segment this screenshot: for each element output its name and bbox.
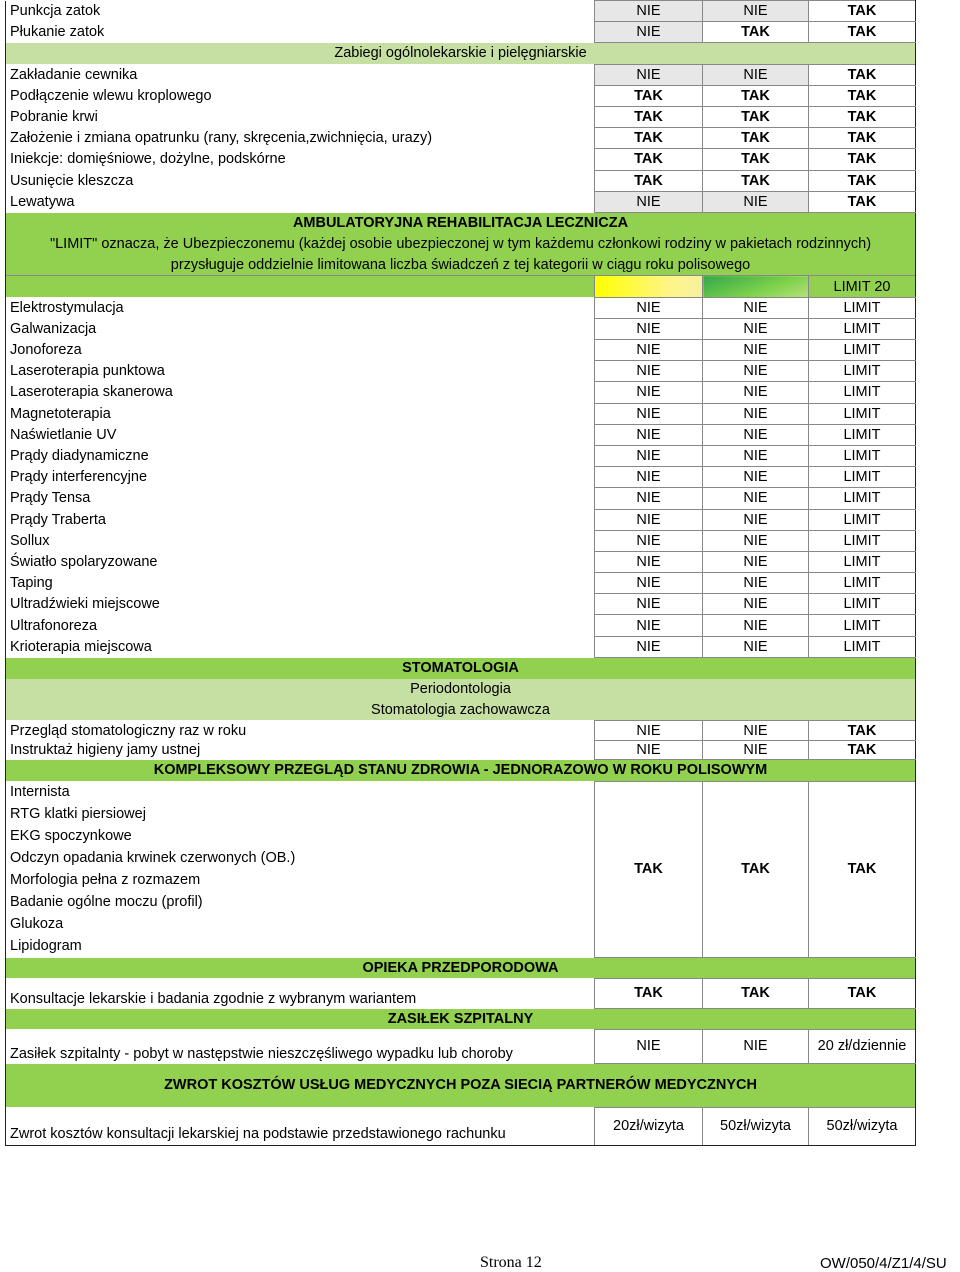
row-label: Galwanizacja [6,318,595,339]
value-cell-3: LIMIT [809,382,916,403]
value-cell-3: TAK [809,149,916,170]
value-cell-3: LIMIT [809,509,916,530]
section-general-row [6,43,916,64]
section-stoma-sub2-row [6,700,916,721]
value-cell-1: NIE [595,488,703,509]
section-hospital-title-row [6,1008,916,1029]
value-cell-1: TAK [595,106,703,127]
value-cell-1: NIE [595,636,703,657]
row-label: Laseroterapia punktowa [6,361,595,382]
section-refund-title-row [6,1063,916,1107]
value-cell-3: LIMIT [809,573,916,594]
section-general: Zabiegi ogólnolekarskie i pielęgniarskie [6,43,916,64]
checkup-value-2: TAK [703,781,809,957]
checkup-item: RTG klatki piersiowej [6,803,595,825]
checkup-item-row [6,781,916,803]
value-cell-3: TAK [809,22,916,43]
row-label: Prądy Tensa [6,488,595,509]
value-cell-3: TAK [809,106,916,127]
checkup-value-3: TAK [809,781,916,957]
value-cell-2: NIE [703,1,809,22]
value-cell-2: NIE [703,530,809,551]
table-row [6,740,916,760]
value-cell-1: NIE [595,721,703,741]
value-cell-3: LIMIT [809,403,916,424]
table-row [6,106,916,127]
section-checkup-title: KOMPLEKSOWY PRZEGLĄD STANU ZDROWIA - JEDNORAZOWO W ROKU POLISOWYM [6,760,916,781]
value-cell-3: TAK [809,85,916,106]
value-cell-1: NIE [595,1029,703,1063]
value-cell-1: NIE [595,573,703,594]
table-row [6,297,916,318]
limit-header-row [6,276,916,297]
value-cell-1: TAK [595,170,703,191]
value-cell-3: TAK [809,128,916,149]
section-stoma-sub1-row [6,679,916,700]
row-label: Elektrostymulacja [6,297,595,318]
value-cell-2: NIE [703,615,809,636]
row-label: Prądy interferencyjne [6,467,595,488]
row-label: Taping [6,573,595,594]
table-row [6,318,916,339]
section-rehab-title-row [6,212,916,233]
section-rehab-note2-row [6,255,916,276]
value-cell-1: NIE [595,64,703,85]
value-cell-2: NIE [703,297,809,318]
row-label: Prądy Traberta [6,509,595,530]
row-label: Usunięcie kleszcza [6,170,595,191]
table-row [6,149,916,170]
value-cell-3: TAK [809,170,916,191]
value-cell-3: LIMIT [809,615,916,636]
value-cell-2: NIE [703,509,809,530]
value-cell-3: LIMIT [809,594,916,615]
checkup-item: EKG spoczynkowe [6,825,595,847]
value-cell-1: NIE [595,361,703,382]
section-stoma-title-row [6,657,916,678]
value-cell-1: TAK [595,128,703,149]
table-row [6,382,916,403]
prenatal-row [6,978,916,1008]
row-label: Instruktaż higieny jamy ustnej [6,740,595,760]
checkup-item: Internista [6,781,595,803]
row-label: Ultrafonoreza [6,615,595,636]
value-cell-3: LIMIT [809,488,916,509]
table-row [6,509,916,530]
value-cell-3: TAK [809,978,916,1008]
hospital-row [6,1029,916,1063]
benefits-table [5,0,916,1146]
value-cell-2: NIE [703,594,809,615]
value-cell-2: TAK [703,22,809,43]
value-cell-1: TAK [595,978,703,1008]
checkup-item: Morfologia pełna z rozmazem [6,869,595,891]
row-label: Pobranie krwi [6,106,595,127]
row-label: Przegląd stomatologiczny raz w roku [6,721,595,741]
section-rehab-note2: przysługuje oddzielnie limitowana liczba świadczeń z tej kategorii w ciągu roku polisowego [6,255,916,276]
value-cell-2: NIE [703,424,809,445]
value-cell-2: NIE [703,740,809,760]
value-cell-3: TAK [809,1,916,22]
value-cell-3: TAK [809,191,916,212]
value-cell-3: LIMIT [809,361,916,382]
section-rehab-title: AMBULATORYJNA REHABILITACJA LECZNICZA [6,212,916,233]
value-cell-2: NIE [703,64,809,85]
table-row [6,361,916,382]
row-label: Światło spolaryzowane [6,551,595,572]
section-stoma-sub1: Periodontologia [6,679,916,700]
value-cell-2: NIE [703,467,809,488]
value-cell-3: LIMIT [809,445,916,466]
value-cell-3: TAK [809,64,916,85]
section-rehab-note1-row [6,234,916,255]
value-cell-1: NIE [595,403,703,424]
value-cell-1: NIE [595,22,703,43]
section-checkup-title-row [6,760,916,781]
checkup-value-1: TAK [595,781,703,957]
value-cell-1: NIE [595,424,703,445]
value-cell-2: NIE [703,573,809,594]
variant-color-green [703,276,809,297]
value-cell-2: NIE [703,318,809,339]
section-prenatal-title: OPIEKA PRZEDPORODOWA [6,957,916,978]
row-label: Krioterapia miejscowa [6,636,595,657]
checkup-item: Glukoza [6,913,595,935]
row-label: Lewatywa [6,191,595,212]
value-cell-1: NIE [595,1,703,22]
value-cell-2: 50zł/wizyta [703,1107,809,1145]
value-cell-3: LIMIT [809,551,916,572]
table-row [6,445,916,466]
row-label: Konsultacje lekarskie i badania zgodnie z wybranym wariantem [6,978,595,1008]
value-cell-3: LIMIT [809,424,916,445]
value-cell-3: LIMIT [809,467,916,488]
value-cell-3: 50zł/wizyta [809,1107,916,1145]
table-row [6,340,916,361]
row-label: Podłączenie wlewu kroplowego [6,85,595,106]
value-cell-2: NIE [703,445,809,466]
table-row [6,170,916,191]
row-label: Naświetlanie UV [6,424,595,445]
table-row [6,467,916,488]
table-row [6,573,916,594]
value-cell-1: NIE [595,740,703,760]
row-label: Punkcja zatok [6,1,595,22]
section-hospital-title: ZASIŁEK SZPITALNY [6,1008,916,1029]
table-row [6,551,916,572]
table-row [6,403,916,424]
row-label: Ultradźwieki miejscowe [6,594,595,615]
table-row [6,64,916,85]
value-cell-3: LIMIT [809,340,916,361]
row-label: Zasiłek szpitalnty - pobyt w następstwie nieszczęśliwego wypadku lub choroby [6,1029,595,1063]
value-cell-1: TAK [595,85,703,106]
table-row [6,424,916,445]
limit-header-blank [6,276,595,297]
value-cell-1: NIE [595,191,703,212]
value-cell-2: NIE [703,551,809,572]
table-row [6,615,916,636]
value-cell-2: TAK [703,106,809,127]
section-refund-title: ZWROT KOSZTÓW USŁUG MEDYCZNYCH POZA SIECIĄ PARTNERÓW MEDYCZNYCH [6,1063,916,1107]
checkup-item: Odczyn opadania krwinek czerwonych (OB.) [6,847,595,869]
value-cell-2: TAK [703,149,809,170]
value-cell-1: NIE [595,467,703,488]
value-cell-2: NIE [703,403,809,424]
value-cell-1: 20zł/wizyta [595,1107,703,1145]
value-cell-2: NIE [703,191,809,212]
table-row [6,721,916,741]
table-row [6,85,916,106]
value-cell-1: NIE [595,318,703,339]
value-cell-3: TAK [809,721,916,741]
value-cell-1: NIE [595,297,703,318]
section-prenatal-title-row [6,957,916,978]
section-stoma-title: STOMATOLOGIA [6,657,916,678]
value-cell-3: LIMIT [809,297,916,318]
section-stoma-sub2: Stomatologia zachowawcza [6,700,916,721]
value-cell-2: TAK [703,128,809,149]
value-cell-3: LIMIT [809,636,916,657]
page-number: Strona 12 [480,1254,542,1271]
value-cell-3: 20 zł/dziennie [809,1029,916,1063]
row-label: Założenie i zmiana opatrunku (rany, skręcenia,zwichnięcia, urazy) [6,128,595,149]
checkup-item: Badanie ogólne moczu (profil) [6,891,595,913]
document-code: OW/050/4/Z1/4/SU [820,1255,947,1272]
limit-header: LIMIT 20 [809,276,916,297]
value-cell-2: NIE [703,636,809,657]
value-cell-3: LIMIT [809,318,916,339]
value-cell-3: TAK [809,740,916,760]
table-row [6,191,916,212]
value-cell-1: NIE [595,340,703,361]
value-cell-1: NIE [595,594,703,615]
value-cell-2: NIE [703,382,809,403]
variant-color-yellow [595,276,703,297]
table-row [6,22,916,43]
value-cell-1: NIE [595,509,703,530]
value-cell-2: NIE [703,488,809,509]
value-cell-2: NIE [703,1029,809,1063]
value-cell-3: LIMIT [809,530,916,551]
row-label: Sollux [6,530,595,551]
section-rehab-note1: "LIMIT" oznacza, że Ubezpieczonemu (każdej osobie ubezpieczonej w tym każdemu członkowi rodziny w pakietach rodzinnych) [6,234,916,255]
row-label: Prądy diadynamiczne [6,445,595,466]
value-cell-1: NIE [595,615,703,636]
value-cell-2: TAK [703,978,809,1008]
table-row [6,636,916,657]
value-cell-1: NIE [595,445,703,466]
table-row [6,1,916,22]
row-label: Płukanie zatok [6,22,595,43]
table-row [6,488,916,509]
refund-row [6,1107,916,1145]
table-row [6,594,916,615]
value-cell-2: NIE [703,721,809,741]
value-cell-2: NIE [703,340,809,361]
value-cell-2: NIE [703,361,809,382]
benefits-table-sheet [5,0,915,1146]
value-cell-1: NIE [595,382,703,403]
table-row [6,128,916,149]
value-cell-1: NIE [595,551,703,572]
value-cell-2: TAK [703,85,809,106]
value-cell-1: TAK [595,149,703,170]
row-label: Zwrot kosztów konsultacji lekarskiej na podstawie przedstawionego rachunku [6,1107,595,1145]
row-label: Zakładanie cewnika [6,64,595,85]
value-cell-1: NIE [595,530,703,551]
value-cell-2: TAK [703,170,809,191]
table-row [6,530,916,551]
row-label: Iniekcje: domięśniowe, dożylne, podskórne [6,149,595,170]
checkup-item: Lipidogram [6,935,595,957]
row-label: Laseroterapia skanerowa [6,382,595,403]
row-label: Jonoforeza [6,340,595,361]
row-label: Magnetoterapia [6,403,595,424]
